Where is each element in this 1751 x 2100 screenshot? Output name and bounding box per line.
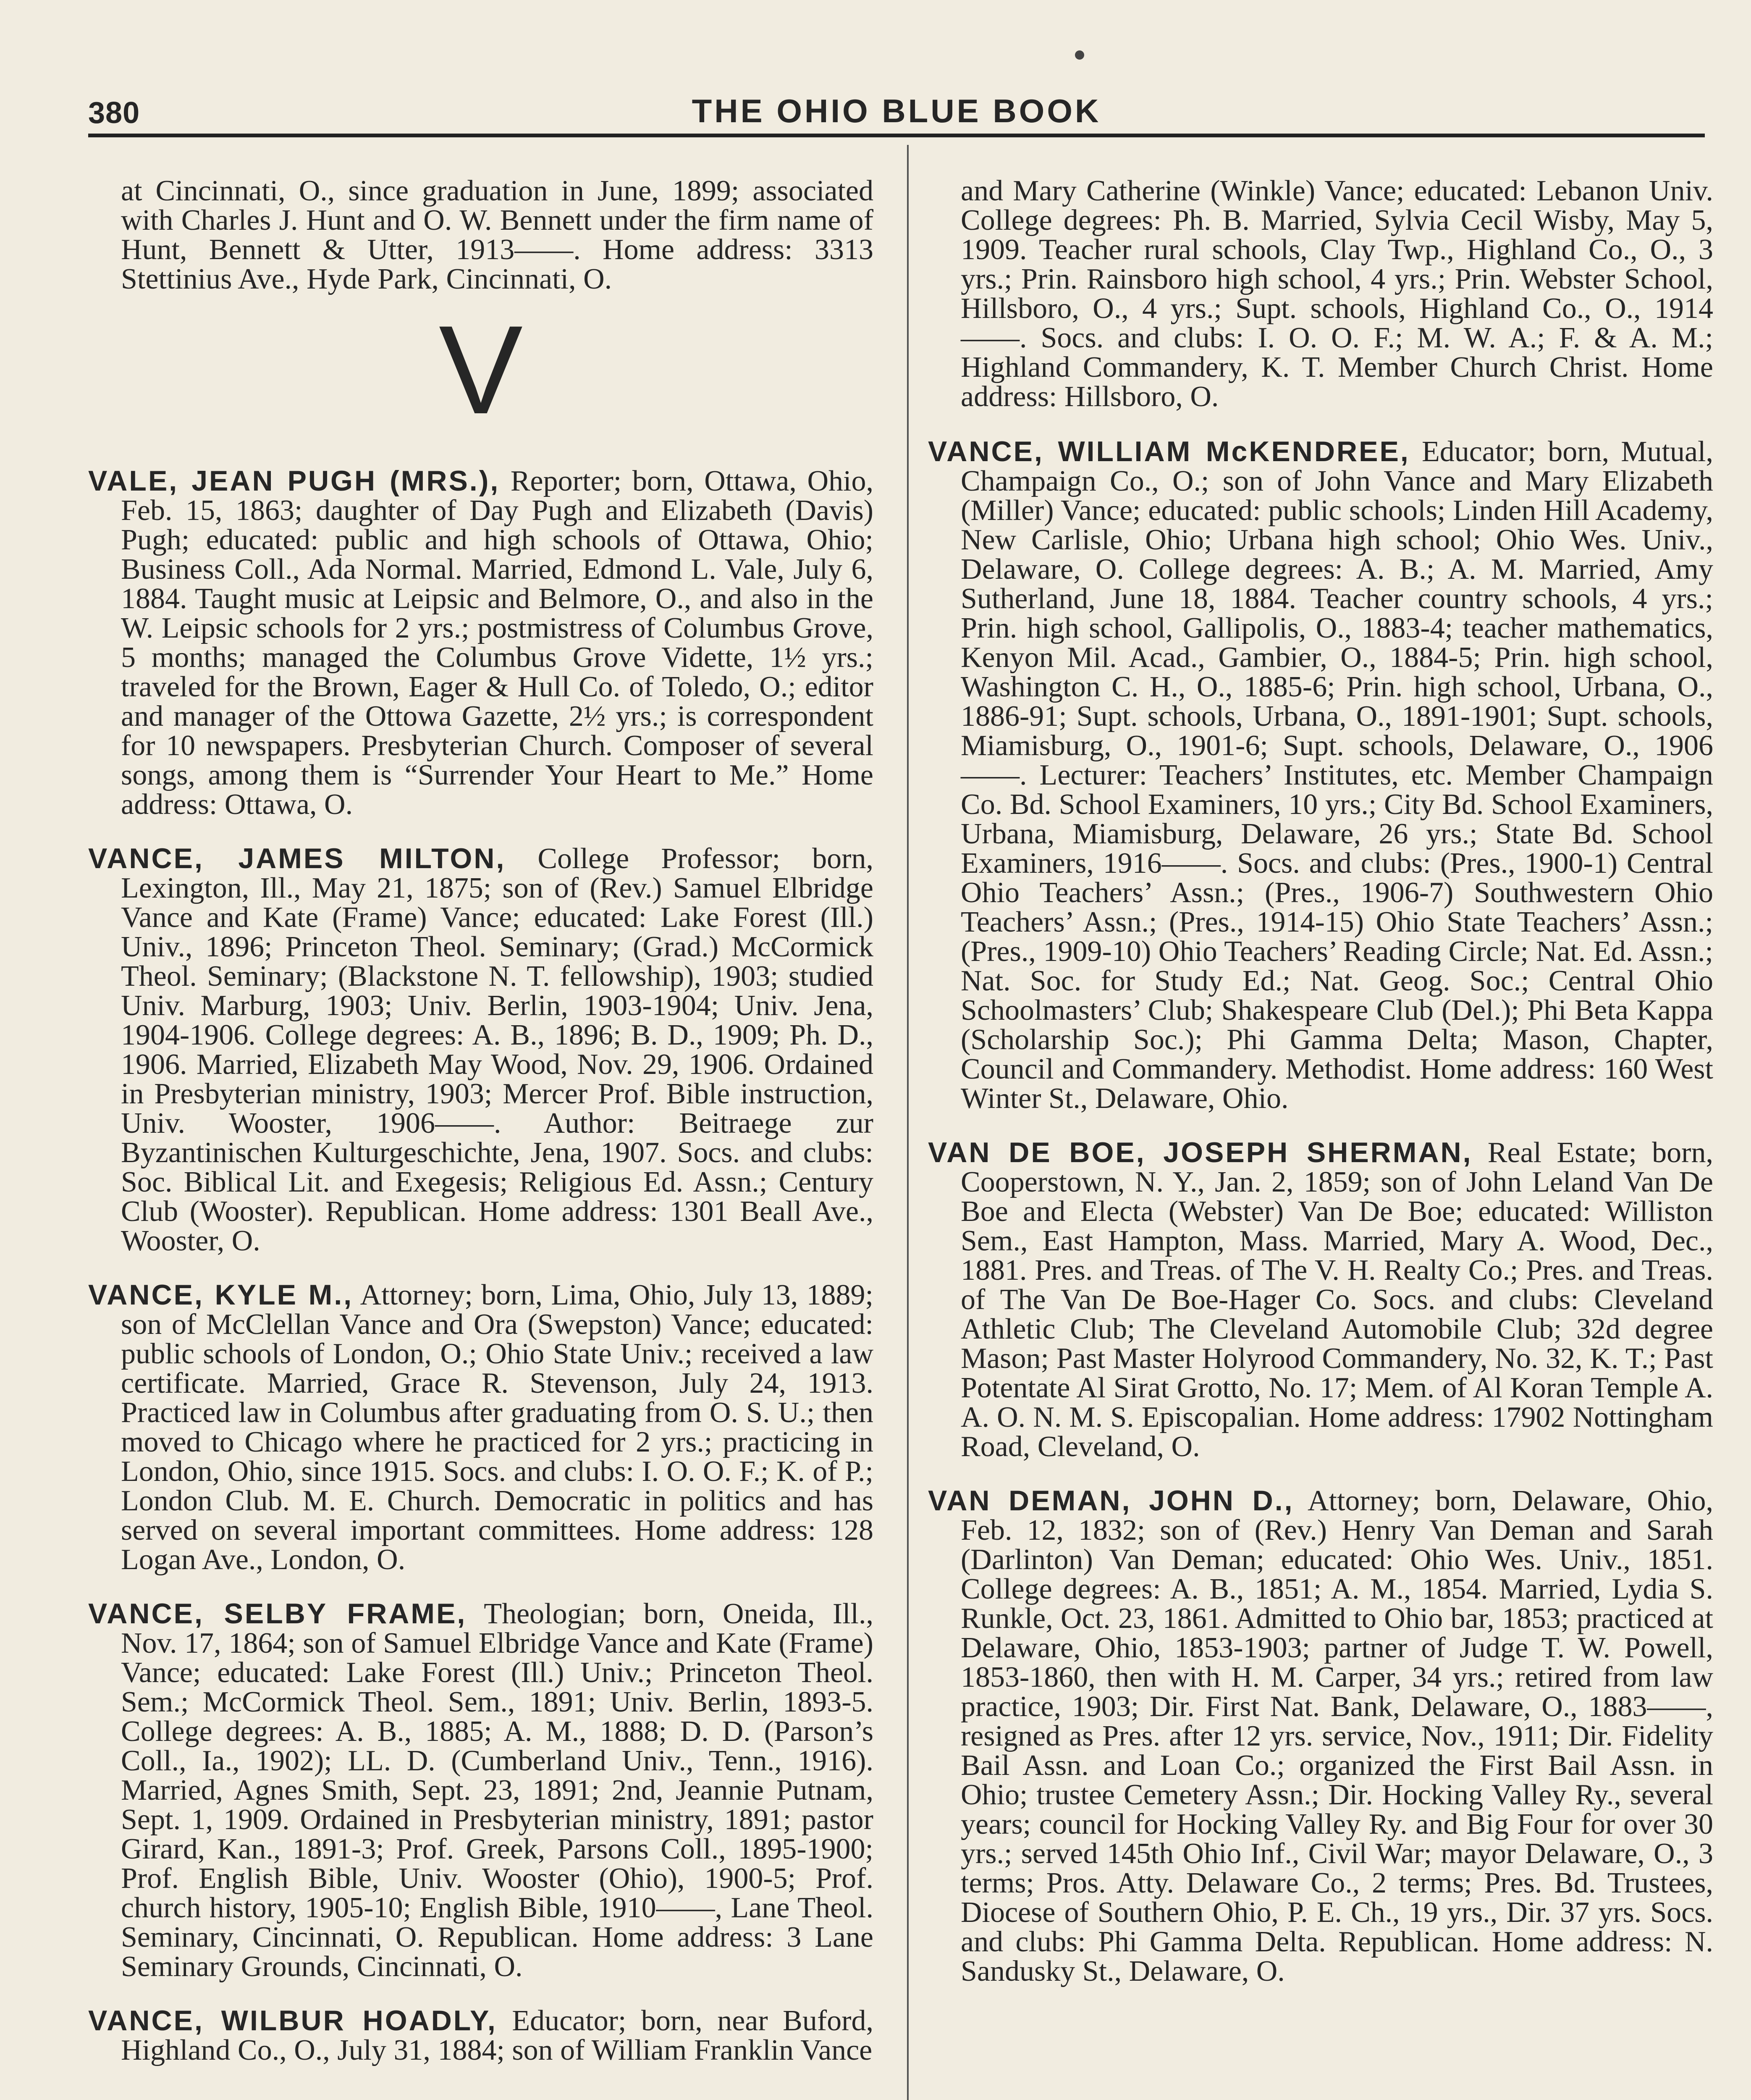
header-rule bbox=[88, 134, 1705, 137]
entry-name: VAN DEMAN, JOHN D., bbox=[928, 1485, 1294, 1517]
entry-text: Real Estate; born, Cooperstown, N. Y., Jan. 2, 1859; son of John Leland Van De Boe and Electa (Webster) Van De Boe; educated: Williston Sem., East Hampton, Mass. Married, Mary A. Wood, Dec., 1881. Pres. and Treas. of The V. H. Realty Co.; Pres. and Treas. of The Van De Boe-Hager Co. Socs. and clubs: Cleveland Athletic Club; The Cleveland Automobile Club; 32d degree Mason; Past Master Holyrood Commandery, No. 32, K. T.; Past Potentate Al Sirat Grotto, No. 17; Mem. of Al Koran Temple A. A. O. N. M. S. Episcopalian. Home address: 17902 Nottingham Road, Cleveland, O. bbox=[961, 1137, 1713, 1463]
left-column bbox=[88, 176, 873, 2090]
entry-name: VANCE, SELBY FRAME, bbox=[88, 1598, 467, 1630]
entry-name: VANCE, WILBUR HOADLY, bbox=[88, 2005, 497, 2037]
entry-name: VALE, JEAN PUGH (MRS.), bbox=[88, 465, 500, 497]
column-divider bbox=[907, 145, 909, 2100]
section-letter: V bbox=[438, 299, 523, 440]
entry-text: Attorney; born, Lima, Ohio, July 13, 1889; son of McClellan Vance and Ora (Swepston) Vance; educated: public schools of London, O.; Ohio State Univ.; received a law certificate. Married, Grace R. Stevenson, July 24, 1913. Practiced law in Columbus after graduating from O. S. U.; then moved to Chicago where he practiced for 2 yrs.; practicing in London, Ohio, since 1915. Socs. and clubs: I. O. O. F.; K. of P.; London Club. M. E. Church. Democratic in politics and has served on several important committees. Home address: 128 Logan Ave., London, O. bbox=[121, 1279, 873, 1576]
biography-entry bbox=[88, 2006, 873, 2065]
biography-entry bbox=[88, 844, 873, 1256]
entry-text: Attorney; born, Delaware, Ohio, Feb. 12, 1832; son of (Rev.) Henry Van Deman and Sarah (Darlinton) Van Deman; educated: Ohio Wes. Univ., 1851. College degrees: A. B., 1851; A. M., 1854. Married, Lydia S. Runkle, Oct. 23, 1861. Admitted to Ohio bar, 1853; practiced at Delaware, Ohio, 1853-1903; partner of Judge T. W. Powell, 1853-1860, then with H. M. Carper, 34 yrs.; retired from law practice, 1903; Dir. First Nat. Bank, Delaware, O., 1883——, resigned as Pres. after 12 yrs. service, Nov., 1911; Dir. Fidelity Bail Assn. and Loan Co.; organized the First Bail Assn. in Ohio; trustee Cemetery Assn.; Dir. Hocking Valley Ry., several years; council for Hocking Valley Ry. and Big Four for over 30 yrs.; served 145th Ohio Inf., Civil War; mayor Delaware, O., 3 terms; Pros. Atty. Delaware Co., 2 terms; Pres. Bd. Trustees, Diocese of Southern Ohio, P. E. Ch., 19 yrs., Dir. 37 yrs. Socs. and clubs: Phi Gamma Delta. Republican. Home address: N. Sandusky St., Delaware, O. bbox=[961, 1485, 1713, 1987]
entry-name: VANCE, KYLE M., bbox=[88, 1279, 354, 1311]
continued-entry: and Mary Catherine (Winkle) Vance; educated: Lebanon Univ. College degrees: Ph. B. Married, Sylvia Cecil Wisby, May 5, 1909. Teacher rural schools, Clay Twp., Highland Co., O., 3 yrs.; Prin. Rainsboro high school, 4 yrs.; Prin. Webster School, Hillsboro, O., 4 yrs.; Supt. schools, Highland Co., O., 1914——. Socs. and clubs: I. O. O. F.; M. W. A.; F. & A. M.; Highland Commandery, K. T. Member Church Christ. Home address: Hillsboro, O. bbox=[961, 175, 1713, 413]
biography-entry bbox=[928, 1486, 1713, 1986]
entry-text: College Professor; born, Lexington, Ill., May 21, 1875; son of (Rev.) Samuel Elbridge Vance and Kate (Frame) Vance; educated: Lake Forest (Ill.) Univ., 1896; Princeton Theol. Seminary; (Grad.) McCormick Theol. Seminary; (Blackstone N. T. fellowship), 1903; studied Univ. Marburg, 1903; Univ. Berlin, 1903-1904; Univ. Jena, 1904-1906. College degrees: A. B., 1896; B. D., 1909; Ph. D., 1906. Married, Elizabeth May Wood, Nov. 29, 1906. Ordained in Presbyterian ministry, 1903; Mercer Prof. Bible instruction, Univ. Wooster, 1906——. Author: Beitraege zur Byzantinischen Kulturgeschichte, Jena, 1907. Socs. and clubs: Soc. Biblical Lit. and Exegesis; Religious Ed. Assn.; Century Club (Wooster). Republican. Home address: 1301 Beall Ave., Wooster, O. bbox=[121, 843, 873, 1257]
biography-entry bbox=[88, 1599, 873, 1982]
entry-text: Theologian; born, Oneida, Ill., Nov. 17, 1864; son of Samuel Elbridge Vance and Kate (Frame) Vance; educated: Lake Forest (Ill.) Univ.; Princeton Theol. Sem.; McCormick Theol. Sem., 1891; Univ. Berlin, 1893-5. College degrees: A. B., 1885; A. M., 1888; D. D. (Parson’s Coll., Ia., 1902); LL. D. (Cumberland Univ., Tenn., 1916). Married, Agnes Smith, Sept. 23, 1891; 2nd, Jeannie Putnam, Sept. 1, 1909. Ordained in Presbyterian ministry, 1891; pastor Girard, Kan., 1891-3; Prof. Greek, Parsons Coll., 1895-1900; Prof. English Bible, Univ. Wooster (Ohio), 1900-5; Prof. church history, 1905-10; English Bible, 1910——, Lane Theol. Seminary, Cincinnati, O. Republican. Home address: 3 Lane Seminary Grounds, Cincinnati, O. bbox=[121, 1598, 873, 1983]
ink-dot bbox=[1075, 50, 1084, 60]
entry-text: Educator; born, near Buford, Highland Co., O., July 31, 1884; son of William Franklin Vance bbox=[121, 2005, 873, 2066]
continued-entry: at Cincinnati, O., since graduation in June, 1899; associated with Charles J. Hunt and O. W. Bennett under the firm name of Hunt, Bennett & Utter, 1913——. Home address: 3313 Stettinius Ave., Hyde Park, Cincinnati, O. bbox=[121, 175, 873, 295]
entry-text: Educator; born, Mutual, Champaign Co., O.; son of John Vance and Mary Elizabeth (Miller) Vance; educated: public schools; Linden Hill Academy, New Carlisle, Ohio; Urbana high school; Ohio Wes. Univ., Delaware, O. College degrees: A. B.; A. M. Married, Amy Sutherland, June 18, 1884. Teacher country schools, 4 yrs.; Prin. high school, Gallipolis, O., 1883-4; teacher mathematics, Kenyon Mil. Acad., Gambier, O., 1884-5; Prin. high school, Washington C. H., O., 1885-6; Prin. high school, Urbana, O., 1886-91; Supt. schools, Urbana, O., 1891-1901; Supt. schools, Miamisburg, O., 1901-6; Supt. schools, Delaware, O., 1906——. Lecturer: Teachers’ Institutes, etc. Member Champaign Co. Bd. School Examiners, 10 yrs.; City Bd. School Examiners, Urbana, Miamisburg, Delaware, 26 yrs.; State Bd. School Examiners, 1916——. Socs. and clubs: (Pres., 1900-1) Central Ohio Teachers’ Assn.; (Pres., 1906-7) Southwestern Ohio Teachers’ Assn.; (Pres., 1914-15) Ohio State Teachers’ Assn.; (Pres., 1909-10) Ohio Teachers’ Reading Circle; Nat. Ed. Assn.; Nat. Soc. for Study Ed.; Nat. Geog. Soc.; Central Ohio Schoolmasters’ Club; Shakespeare Club (Del.); Phi Beta Kappa (Scholarship Soc.); Phi Gamma Delta; Mason, Chapter, Council and Commandery. Methodist. Home address: 160 West Winter St., Delaware, Ohio. bbox=[961, 436, 1713, 1115]
right-column bbox=[928, 176, 1713, 2011]
entry-name: VAN DE BOE, JOSEPH SHERMAN, bbox=[928, 1137, 1473, 1168]
entry-name: VANCE, WILLIAM McKENDREE, bbox=[928, 436, 1410, 467]
entry-name: VANCE, JAMES MILTON, bbox=[88, 843, 506, 874]
biography-entry bbox=[928, 1138, 1713, 1462]
biography-entry bbox=[88, 1280, 873, 1575]
biography-entry bbox=[88, 466, 873, 819]
page-header bbox=[88, 67, 1705, 130]
page-number: 380 bbox=[88, 96, 140, 130]
running-title: THE OHIO BLUE BOOK bbox=[692, 92, 1101, 129]
entry-text: Reporter; born, Ottawa, Ohio, Feb. 15, 1863; daughter of Day Pugh and Elizabeth (Davis) Pugh; educated: public and high schools of Ottawa, Ohio; Business Coll., Ada Normal. Married, Edmond L. Vale, July 6, 1884. Taught music at Leipsic and Belmore, O., and also in the W. Leipsic schools for 2 yrs.; postmistress of Columbus Grove, 5 months; managed the Columbus Grove Vidette, 1½ yrs.; traveled for the Brown, Eager & Hull Co. of Toledo, O.; editor and manager of the Ottowa Gazette, 2½ yrs.; is correspondent for 10 newspapers. Presbyterian Church. Composer of several songs, among them is “Surrender Your Heart to Me.” Home address: Ottawa, O. bbox=[121, 465, 873, 821]
biography-entry bbox=[928, 437, 1713, 1113]
